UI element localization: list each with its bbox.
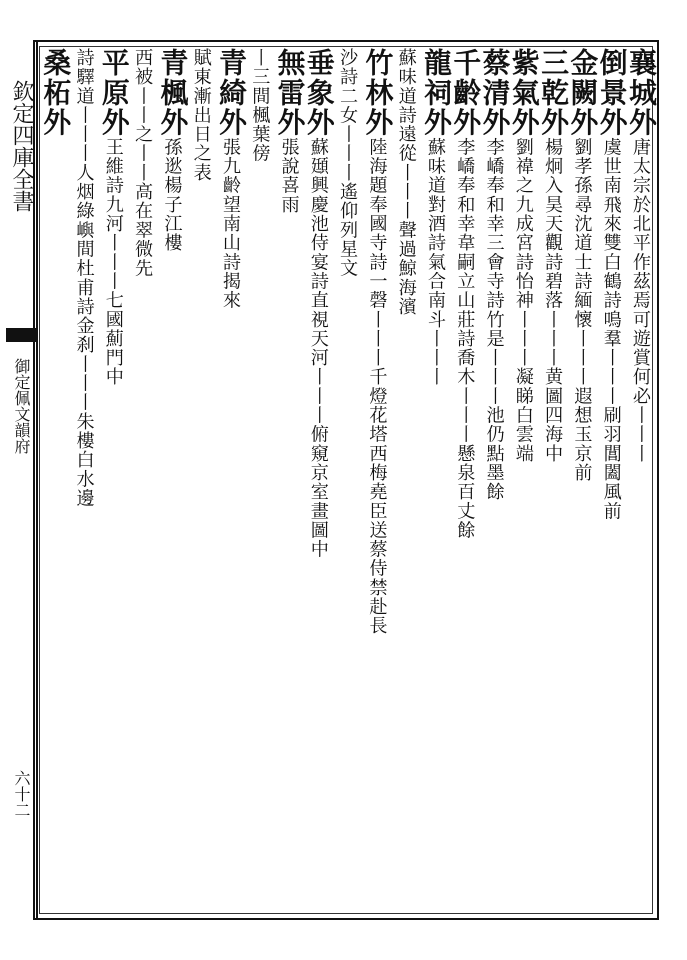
text-column	[245, 48, 274, 910]
annotation: 詩驛道丨丨丨人烟綠嶼間杜甫詩金刹丨丨丨朱樓白水邊	[73, 48, 95, 508]
text-column	[272, 48, 306, 910]
text-column	[623, 48, 657, 910]
text-column	[333, 48, 362, 910]
head-phrase: 竹林外	[360, 48, 394, 138]
text-column	[536, 48, 570, 910]
text-column	[69, 48, 98, 910]
annotation: 楊炯入昊天觀詩碧落丨丨丨黄圖四海中	[542, 137, 564, 464]
text-column	[360, 48, 394, 910]
volume-title: 御定佩文韻府	[12, 358, 31, 454]
head-phrase: 三乾外	[536, 48, 570, 138]
head-phrase: 龍祠外	[418, 48, 452, 138]
annotation: 孫逖楊子江樓	[161, 137, 183, 253]
text-column	[155, 48, 189, 910]
text-column	[477, 48, 511, 910]
annotation: 唐太宗於北平作茲焉可遊賞何必丨丨丨	[629, 137, 651, 464]
head-phrase: 蔡清外	[477, 48, 511, 138]
head-phrase: 千齡外	[448, 48, 482, 138]
annotation: 蘇味道詩遠從丨丨丨聲過鯨海濱	[395, 48, 417, 317]
text-column	[565, 48, 599, 910]
annotation: 西被丨丨之丨丨高在翠微先	[132, 48, 154, 278]
head-phrase: 襄城外	[623, 48, 657, 138]
annotation: 王維詩九河丨丨丨七國薊門中	[102, 137, 124, 387]
annotation: 李嶠奉和幸韋嗣立山莊詩喬木丨丨丨懸泉百丈餘	[454, 137, 476, 540]
text-column	[128, 48, 157, 910]
annotation: 賦東漸出日之表	[190, 48, 212, 183]
head-phrase: 金闕外	[565, 48, 599, 138]
head-phrase: 倒景外	[594, 48, 628, 138]
text-column	[186, 48, 215, 910]
annotation: 沙詩二女丨丨丨遙仰列星文	[337, 48, 359, 278]
text-column	[418, 48, 452, 910]
head-phrase: 平原外	[96, 48, 130, 138]
head-phrase: 青楓外	[155, 48, 189, 138]
annotation: 丨三間楓葉傍	[249, 48, 271, 163]
annotation: 李嶠奉和幸三會寺詩竹是丨丨丨池仍點墨餘	[483, 137, 505, 502]
text-column	[96, 48, 130, 910]
head-phrase: 垂象外	[301, 48, 335, 138]
annotation: 張九齡望南山詩揭來	[219, 137, 241, 310]
text-column	[448, 48, 482, 910]
annotation: 虞世南飛來雙白鶴詩鳴羣丨丨丨刷羽閶闔風前	[600, 137, 622, 521]
head-phrase: 青綺外	[213, 48, 247, 138]
head-phrase: 無雷外	[272, 48, 306, 138]
text-column	[594, 48, 628, 910]
book-title: 欽定四庫全書	[9, 80, 34, 212]
annotation: 陸海題奉國寺詩一磬丨丨丨千燈花塔西梅堯臣送蔡侍禁赴長	[366, 137, 388, 636]
head-phrase: 紫氣外	[506, 48, 540, 138]
head-phrase: 桑柘外	[38, 48, 72, 138]
annotation: 劉孝孫尋沈道士詩緬懷丨丨丨遐想玉京前	[571, 137, 593, 483]
text-column	[506, 48, 540, 910]
annotation: 蘇味道對酒詩氣合南斗丨丨丨	[424, 137, 446, 387]
text-column	[213, 48, 247, 910]
annotation: 蘇頲興慶池侍宴詩直視天河丨丨丨俯窺京室畫圖中	[307, 137, 329, 559]
page-number: 六十二	[12, 770, 31, 818]
text-column	[38, 48, 72, 910]
annotation: 劉禕之九成宮詩怡神丨丨丨凝睇白雲端	[512, 137, 534, 464]
fish-tail-mark	[6, 328, 36, 342]
annotation: 張說喜雨	[278, 137, 300, 215]
text-column	[301, 48, 335, 910]
text-column	[391, 48, 420, 910]
